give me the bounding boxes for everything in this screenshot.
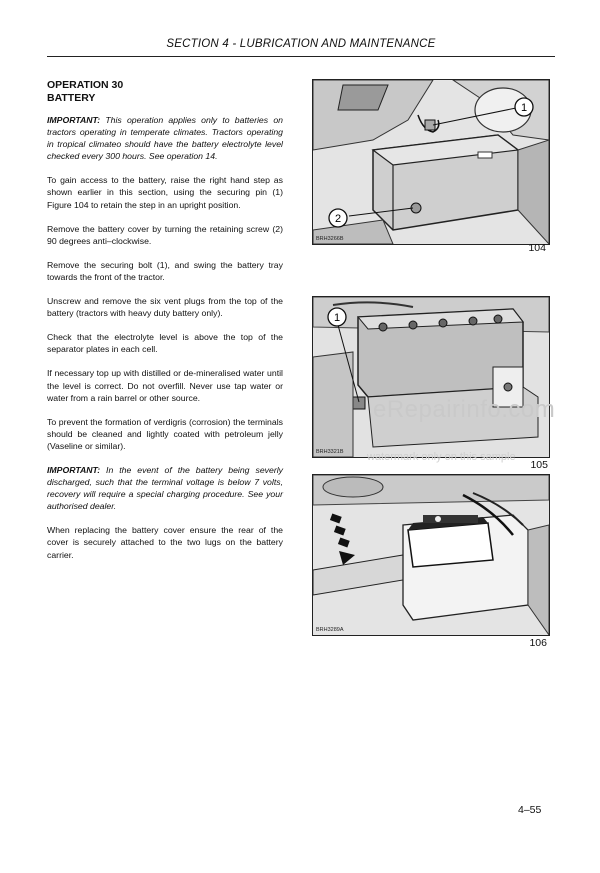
important-label: IMPORTANT: [47, 464, 101, 475]
figure-code: BRH3289A [316, 627, 344, 633]
callout-1: 1 [333, 312, 341, 324]
section-header [47, 36, 555, 57]
watermark-text: eRepairinfo.com [373, 396, 556, 423]
important-text: This operation applies only to batteries on tractors operating in temperate climates. Tractors operating in tropical climateo should have the battery electrolyte level checked every 300 hours. See operation 14. [47, 115, 283, 162]
figure-106-image [312, 474, 550, 636]
section-title: SECTION 4 - LUBRICATION AND MAINTENANCE [166, 38, 436, 50]
operation-subject: BATTERY [47, 92, 96, 104]
figure-code: BRH3266B [316, 236, 344, 242]
paragraph-vent-plugs: Unscrew and remove the six vent plugs from the top of the battery (tractors with heavy duty battery only). [47, 296, 283, 319]
callout-2: 2 [334, 213, 342, 225]
callout-1: 1 [520, 102, 528, 114]
paragraph-top-up: If necessary top up with distilled or de-mineralised water until the level is correct. Do not overfill. Never use tap water or water from a rain barrel or other source. [47, 368, 283, 403]
watermark-subtext: watermark only on this sample [367, 451, 516, 463]
paragraph-electrolyte: Check that the electrolyte level is above the top of the separator plates in each cell. [47, 332, 283, 355]
figure-104-number: 104 [528, 242, 546, 254]
important-note-2 [47, 464, 283, 512]
paragraph-terminals: To prevent the formation of verdigris (corrosion) the terminals should be cleaned and lightly coated with petroleum jelly (Vaseline or similar). [47, 416, 283, 451]
important-text: In the event of the battery being severly discharged, such that the terminal voltage is below 7 volts, recovery will require a special charging procedure. See your authorised dealer. [47, 464, 283, 512]
figure-105-image [312, 296, 550, 458]
paragraph-cover: Remove the battery cover by turning the retaining screw (2) 90 degrees anti–clockwise. [47, 223, 283, 246]
important-note-1 [47, 114, 283, 162]
figure-105-number: 105 [530, 459, 548, 471]
operation-number: OPERATION 30 [47, 79, 124, 91]
text-column [47, 79, 283, 573]
paragraph-bolt: Remove the securing bolt (1), and swing the battery tray towards the front of the tractor. [47, 259, 283, 282]
paragraph-access: To gain access to the battery, raise the right hand step as shown earlier in this section, using the securing pin (1) Figure 104 to retain the step in an upright position. [47, 175, 283, 210]
page-number: 4–55 [518, 804, 542, 816]
battery-tray-illustration [313, 297, 549, 457]
figure-104-image [312, 79, 550, 245]
battery-cover-illustration [313, 80, 549, 244]
battery-swung-out-illustration [313, 475, 549, 635]
important-label: IMPORTANT: [47, 115, 101, 125]
figure-code: BRH3321B [316, 449, 344, 455]
figure-106-number: 106 [529, 637, 547, 649]
paragraph-replace-cover: When replacing the battery cover ensure the rear of the cover is securely attached to the two lugs on the battery carrier. [47, 525, 283, 560]
operation-heading [47, 79, 283, 105]
